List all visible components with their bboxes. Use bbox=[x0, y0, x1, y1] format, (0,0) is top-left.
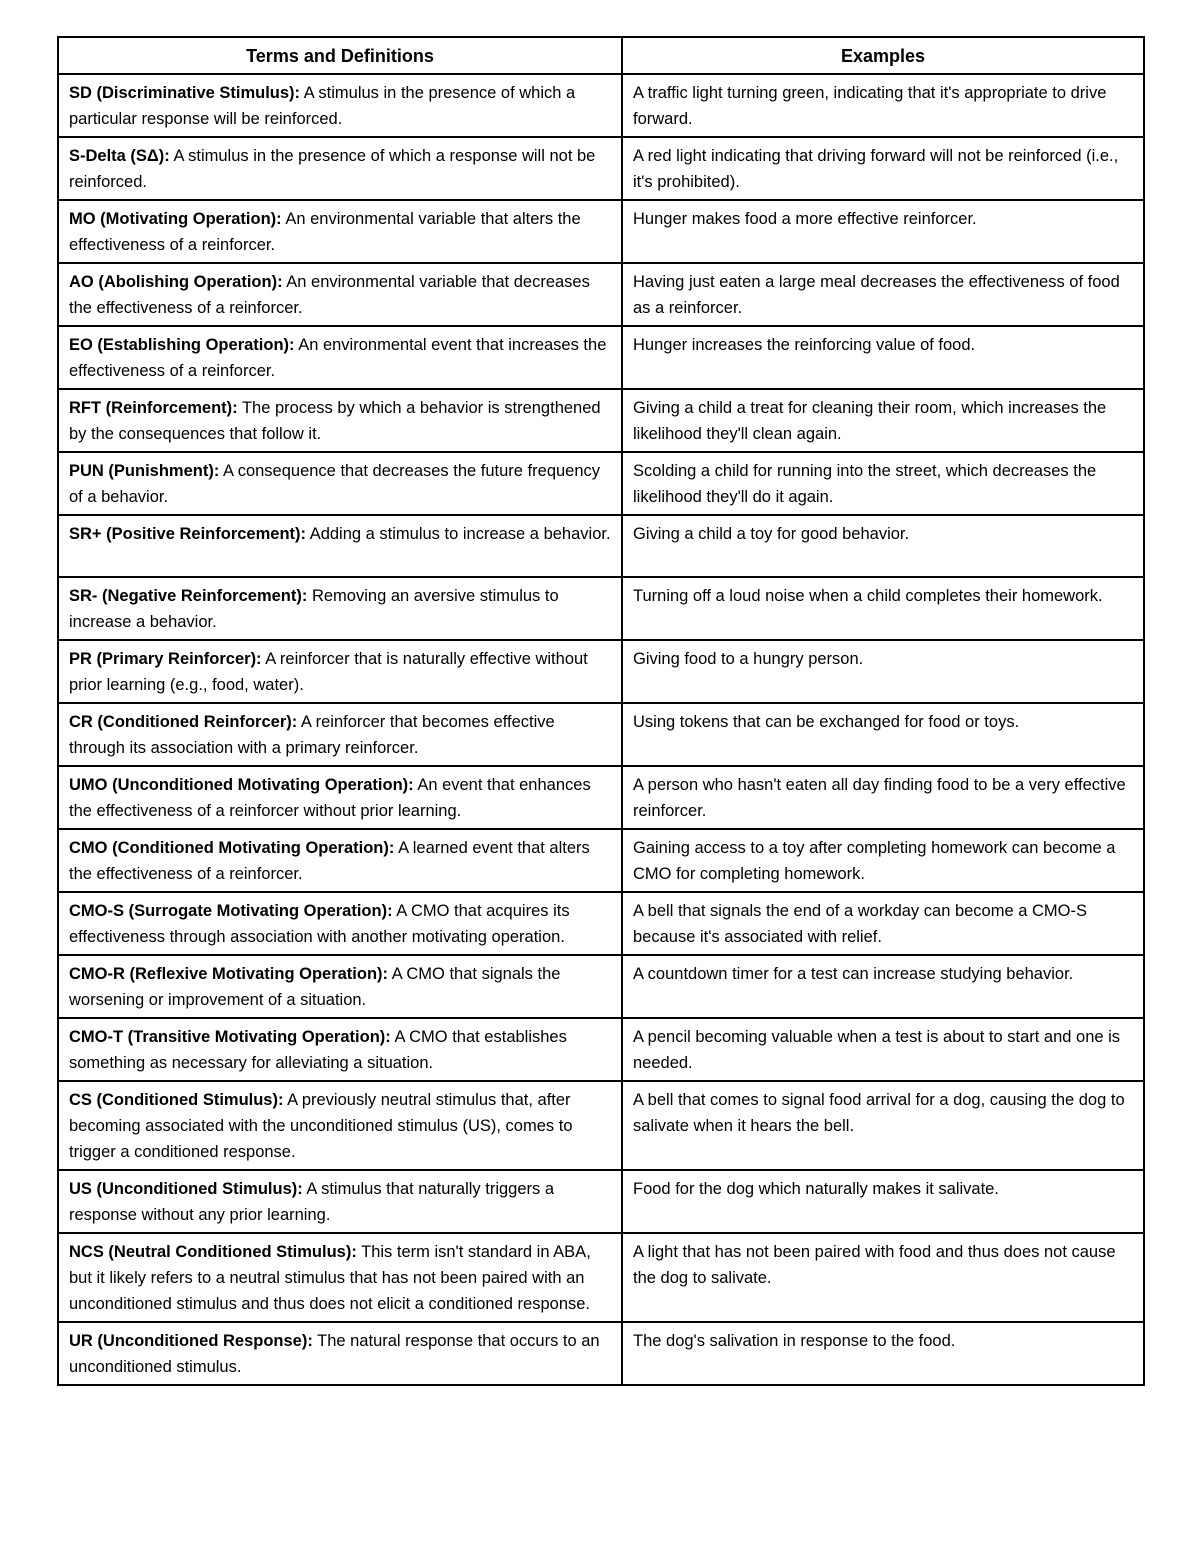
definition-cell bbox=[58, 137, 622, 200]
table-row bbox=[58, 1233, 1144, 1322]
term-label: NCS (Neutral Conditioned Stimulus): bbox=[69, 1243, 357, 1261]
table-row bbox=[58, 389, 1144, 452]
definition-cell bbox=[58, 74, 622, 137]
definition-text: A stimulus in the presence of which a response will not be reinforced. bbox=[69, 147, 596, 191]
definition-text: Removing an aversive stimulus to increase a behavior. bbox=[69, 587, 559, 631]
example-cell: Hunger makes food a more effective reinforcer. bbox=[622, 200, 1144, 263]
table-row bbox=[58, 1081, 1144, 1170]
header-terms: Terms and Definitions bbox=[58, 37, 622, 74]
definition-text: An environmental variable that alters the effectiveness of a reinforcer. bbox=[69, 210, 581, 254]
header-examples: Examples bbox=[622, 37, 1144, 74]
example-cell: Giving a child a toy for good behavior. bbox=[622, 515, 1144, 577]
example-cell: Turning off a loud noise when a child completes their homework. bbox=[622, 577, 1144, 640]
definition-text: A stimulus in the presence of which a particular response will be reinforced. bbox=[69, 84, 576, 128]
definition-text: A CMO that signals the worsening or improvement of a situation. bbox=[69, 965, 561, 1009]
definition-text: An environmental variable that decreases the effectiveness of a reinforcer. bbox=[69, 273, 590, 317]
definition-text: The process by which a behavior is strengthened by the consequences that follow it. bbox=[69, 399, 601, 443]
term-label: CMO-S (Surrogate Motivating Operation): bbox=[69, 902, 393, 920]
definition-text: This term isn't standard in ABA, but it likely refers to a neutral stimulus that has not been paired with an unconditioned stimulus and thus does not elicit a conditioned response. bbox=[69, 1243, 591, 1313]
definition-text: A stimulus that naturally triggers a response without any prior learning. bbox=[69, 1180, 555, 1224]
example-cell: A countdown timer for a test can increase studying behavior. bbox=[622, 955, 1144, 1018]
definition-cell bbox=[58, 766, 622, 829]
term-label: RFT (Reinforcement): bbox=[69, 399, 238, 417]
term-label: MO (Motivating Operation): bbox=[69, 210, 282, 228]
term-label: SR+ (Positive Reinforcement): bbox=[69, 525, 307, 543]
example-cell: Hunger increases the reinforcing value of food. bbox=[622, 326, 1144, 389]
example-cell: A bell that comes to signal food arrival for a dog, causing the dog to salivate when it hears the bell. bbox=[622, 1081, 1144, 1170]
example-cell: The dog's salivation in response to the food. bbox=[622, 1322, 1144, 1385]
table-row bbox=[58, 1322, 1144, 1385]
definition-text: A previously neutral stimulus that, after becoming associated with the unconditioned stimulus (US), comes to trigger a conditioned response. bbox=[69, 1091, 573, 1161]
definition-cell bbox=[58, 1018, 622, 1081]
term-label: AO (Abolishing Operation): bbox=[69, 273, 283, 291]
definition-text: An event that enhances the effectiveness of a reinforcer without prior learning. bbox=[69, 776, 591, 820]
example-cell: A red light indicating that driving forward will not be reinforced (i.e., it's prohibited). bbox=[622, 137, 1144, 200]
term-label: PUN (Punishment): bbox=[69, 462, 220, 480]
example-cell: A light that has not been paired with food and thus does not cause the dog to salivate. bbox=[622, 1233, 1144, 1322]
table-row bbox=[58, 577, 1144, 640]
definition-cell bbox=[58, 829, 622, 892]
definition-text: A reinforcer that becomes effective through its association with a primary reinforcer. bbox=[69, 713, 555, 757]
definition-cell bbox=[58, 1081, 622, 1170]
definition-cell bbox=[58, 326, 622, 389]
term-label: CMO (Conditioned Motivating Operation): bbox=[69, 839, 395, 857]
table-row bbox=[58, 1018, 1144, 1081]
table-row bbox=[58, 326, 1144, 389]
term-label: US (Unconditioned Stimulus): bbox=[69, 1180, 303, 1198]
term-label: UR (Unconditioned Response): bbox=[69, 1332, 313, 1350]
definition-cell bbox=[58, 452, 622, 515]
term-label: CMO-T (Transitive Motivating Operation): bbox=[69, 1028, 391, 1046]
term-label: CS (Conditioned Stimulus): bbox=[69, 1091, 284, 1109]
definition-cell bbox=[58, 1322, 622, 1385]
example-cell: A traffic light turning green, indicating that it's appropriate to drive forward. bbox=[622, 74, 1144, 137]
table-row bbox=[58, 263, 1144, 326]
term-label: CR (Conditioned Reinforcer): bbox=[69, 713, 298, 731]
example-cell: Food for the dog which naturally makes it salivate. bbox=[622, 1170, 1144, 1233]
definition-cell bbox=[58, 955, 622, 1018]
example-cell: A person who hasn't eaten all day finding food to be a very effective reinforcer. bbox=[622, 766, 1144, 829]
example-cell: Gaining access to a toy after completing homework can become a CMO for completing homework. bbox=[622, 829, 1144, 892]
example-cell: Giving a child a treat for cleaning their room, which increases the likelihood they'll clean again. bbox=[622, 389, 1144, 452]
table-row bbox=[58, 74, 1144, 137]
definition-cell bbox=[58, 1170, 622, 1233]
definition-text: A reinforcer that is naturally effective without prior learning (e.g., food, water). bbox=[69, 650, 588, 694]
definition-cell bbox=[58, 389, 622, 452]
term-label: CMO-R (Reflexive Motivating Operation): bbox=[69, 965, 389, 983]
definition-text: An environmental event that increases the effectiveness of a reinforcer. bbox=[69, 336, 607, 380]
example-cell: A pencil becoming valuable when a test is about to start and one is needed. bbox=[622, 1018, 1144, 1081]
term-label: S-Delta (SΔ): bbox=[69, 147, 170, 165]
term-label: SD (Discriminative Stimulus): bbox=[69, 84, 301, 102]
table-row bbox=[58, 640, 1144, 703]
definition-text: A learned event that alters the effectiveness of a reinforcer. bbox=[69, 839, 590, 883]
table-row bbox=[58, 200, 1144, 263]
definition-cell bbox=[58, 892, 622, 955]
table-row bbox=[58, 892, 1144, 955]
term-label: PR (Primary Reinforcer): bbox=[69, 650, 262, 668]
example-cell: Using tokens that can be exchanged for food or toys. bbox=[622, 703, 1144, 766]
definition-cell bbox=[58, 200, 622, 263]
example-cell: A bell that signals the end of a workday can become a CMO-S because it's associated with relief. bbox=[622, 892, 1144, 955]
definition-text: Adding a stimulus to increase a behavior. bbox=[306, 525, 611, 543]
definition-text: A CMO that acquires its effectiveness through association with another motivating operation. bbox=[69, 902, 570, 946]
example-cell: Scolding a child for running into the street, which decreases the likelihood they'll do it again. bbox=[622, 452, 1144, 515]
term-label: SR- (Negative Reinforcement): bbox=[69, 587, 308, 605]
definition-cell bbox=[58, 263, 622, 326]
definition-cell bbox=[58, 640, 622, 703]
term-label: EO (Establishing Operation): bbox=[69, 336, 295, 354]
header-row bbox=[58, 37, 1144, 74]
table-row bbox=[58, 1170, 1144, 1233]
table-row bbox=[58, 829, 1144, 892]
definition-cell bbox=[58, 1233, 622, 1322]
table-row bbox=[58, 452, 1144, 515]
definition-cell bbox=[58, 515, 622, 577]
terms-table bbox=[57, 36, 1145, 1386]
table-row bbox=[58, 703, 1144, 766]
definition-text: The natural response that occurs to an unconditioned stimulus. bbox=[69, 1332, 600, 1376]
table-row bbox=[58, 955, 1144, 1018]
example-cell: Giving food to a hungry person. bbox=[622, 640, 1144, 703]
table-row bbox=[58, 137, 1144, 200]
table-row bbox=[58, 766, 1144, 829]
definition-cell bbox=[58, 577, 622, 640]
definition-text: A consequence that decreases the future frequency of a behavior. bbox=[69, 462, 601, 506]
definition-cell bbox=[58, 703, 622, 766]
definition-text: A CMO that establishes something as necessary for alleviating a situation. bbox=[69, 1028, 567, 1072]
example-cell: Having just eaten a large meal decreases the effectiveness of food as a reinforcer. bbox=[622, 263, 1144, 326]
table-row bbox=[58, 515, 1144, 577]
term-label: UMO (Unconditioned Motivating Operation): bbox=[69, 776, 414, 794]
